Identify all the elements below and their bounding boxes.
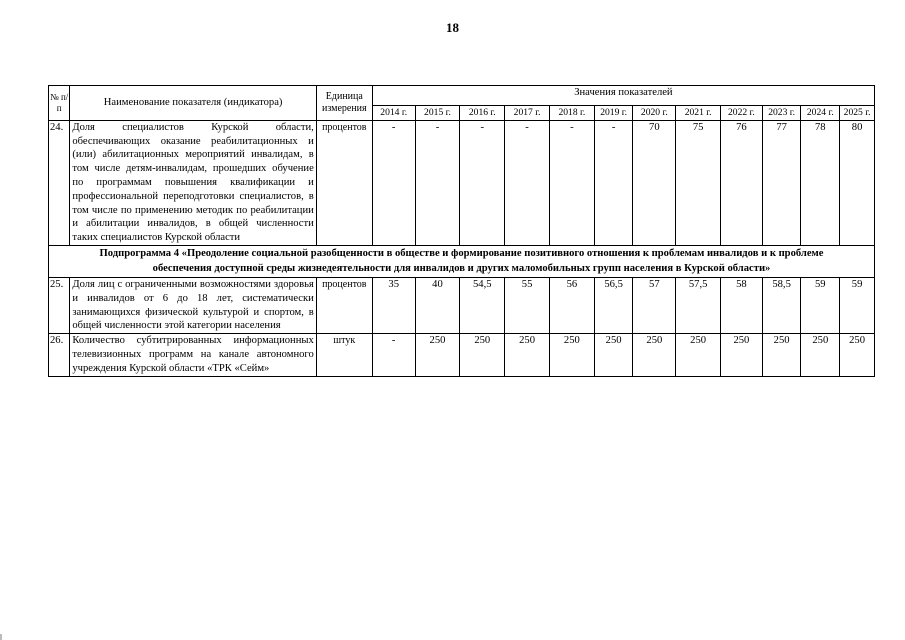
value-cell: 75 <box>676 120 721 245</box>
header-unit: Единица измерения <box>316 86 372 121</box>
header-year: 2019 г. <box>594 106 633 121</box>
value-cell: 55 <box>505 277 550 333</box>
header-num: № п/п <box>49 86 70 121</box>
table-row <box>49 277 875 333</box>
header-year: 2018 г. <box>549 106 594 121</box>
value-cell: 59 <box>801 277 840 333</box>
row-number: 26. <box>49 334 70 376</box>
value-cell: 58 <box>721 277 763 333</box>
value-cell: - <box>594 120 633 245</box>
value-cell: 250 <box>633 334 676 376</box>
header-year: 2024 г. <box>801 106 840 121</box>
value-cell: 40 <box>415 277 460 333</box>
indicator-name: Доля лиц с ограниченными возможностями здоровья и инвалидов от 6 до 18 лет, систематически занимающихся физической культурой и спортом, в общей численности этой категории населения <box>70 277 316 333</box>
value-cell: - <box>415 120 460 245</box>
value-cell: 250 <box>460 334 505 376</box>
value-cell: 57,5 <box>676 277 721 333</box>
value-cell: - <box>505 120 550 245</box>
value-cell: 250 <box>549 334 594 376</box>
header-year: 2023 г. <box>762 106 801 121</box>
subprogram-title: Подпрограмма 4 «Преодоление социальной разобщенности в обществе и формирование позитивного отношения к проблемам инвалидов и к проблеме обеспечения доступной среды жизнедеятельности для инвалидов и других маломобильных групп населения в Курской области» <box>49 245 875 277</box>
subprogram-row <box>49 245 875 277</box>
header-year: 2014 г. <box>372 106 415 121</box>
indicator-name: Доля специалистов Курской области, обеспечивающих оказание реабилитационных и (или) абилитационных мероприятий инвалидам, в том числе детям-инвалидам, прошедших обучение по программам повышения квалификации и профессиональной переподготовки специалистов, в том числе по применению методик по реабилитации и абилитации инвалидов, в общей численности таких специалистов Курской области <box>70 120 316 245</box>
value-cell: - <box>460 120 505 245</box>
value-cell: 54,5 <box>460 277 505 333</box>
unit: процентов <box>316 120 372 245</box>
scan-edge-mark <box>0 634 2 640</box>
value-cell: - <box>372 334 415 376</box>
indicators-table <box>48 85 875 377</box>
header-year: 2017 г. <box>505 106 550 121</box>
value-cell: 59 <box>840 277 875 333</box>
value-cell: 250 <box>801 334 840 376</box>
row-number: 25. <box>49 277 70 333</box>
value-cell: 35 <box>372 277 415 333</box>
value-cell: 56 <box>549 277 594 333</box>
row-number: 24. <box>49 120 70 245</box>
value-cell: 56,5 <box>594 277 633 333</box>
page-number: 18 <box>446 20 459 35</box>
unit: штук <box>316 334 372 376</box>
header-year: 2022 г. <box>721 106 763 121</box>
table-row <box>49 334 875 376</box>
value-cell: 70 <box>633 120 676 245</box>
indicator-name: Количество субтитрированных информационных телевизионных программ на канале автономного учреждения Курской области «ТРК «Сейм» <box>70 334 316 376</box>
value-cell: 57 <box>633 277 676 333</box>
header-year: 2020 г. <box>633 106 676 121</box>
value-cell: 250 <box>505 334 550 376</box>
value-cell: - <box>549 120 594 245</box>
unit: процентов <box>316 277 372 333</box>
header-values-title: Значения показателей <box>372 86 874 106</box>
value-cell: 250 <box>676 334 721 376</box>
value-cell: 250 <box>840 334 875 376</box>
value-cell: 250 <box>594 334 633 376</box>
header-year: 2025 г. <box>840 106 875 121</box>
value-cell: 250 <box>415 334 460 376</box>
value-cell: 250 <box>762 334 801 376</box>
value-cell: 58,5 <box>762 277 801 333</box>
table-row <box>49 120 875 245</box>
value-cell: 78 <box>801 120 840 245</box>
header-name: Наименование показателя (индикатора) <box>70 86 316 121</box>
value-cell: 250 <box>721 334 763 376</box>
header-year: 2016 г. <box>460 106 505 121</box>
value-cell: 80 <box>840 120 875 245</box>
header-year: 2021 г. <box>676 106 721 121</box>
header-year: 2015 г. <box>415 106 460 121</box>
value-cell: 77 <box>762 120 801 245</box>
value-cell: 76 <box>721 120 763 245</box>
value-cell: - <box>372 120 415 245</box>
